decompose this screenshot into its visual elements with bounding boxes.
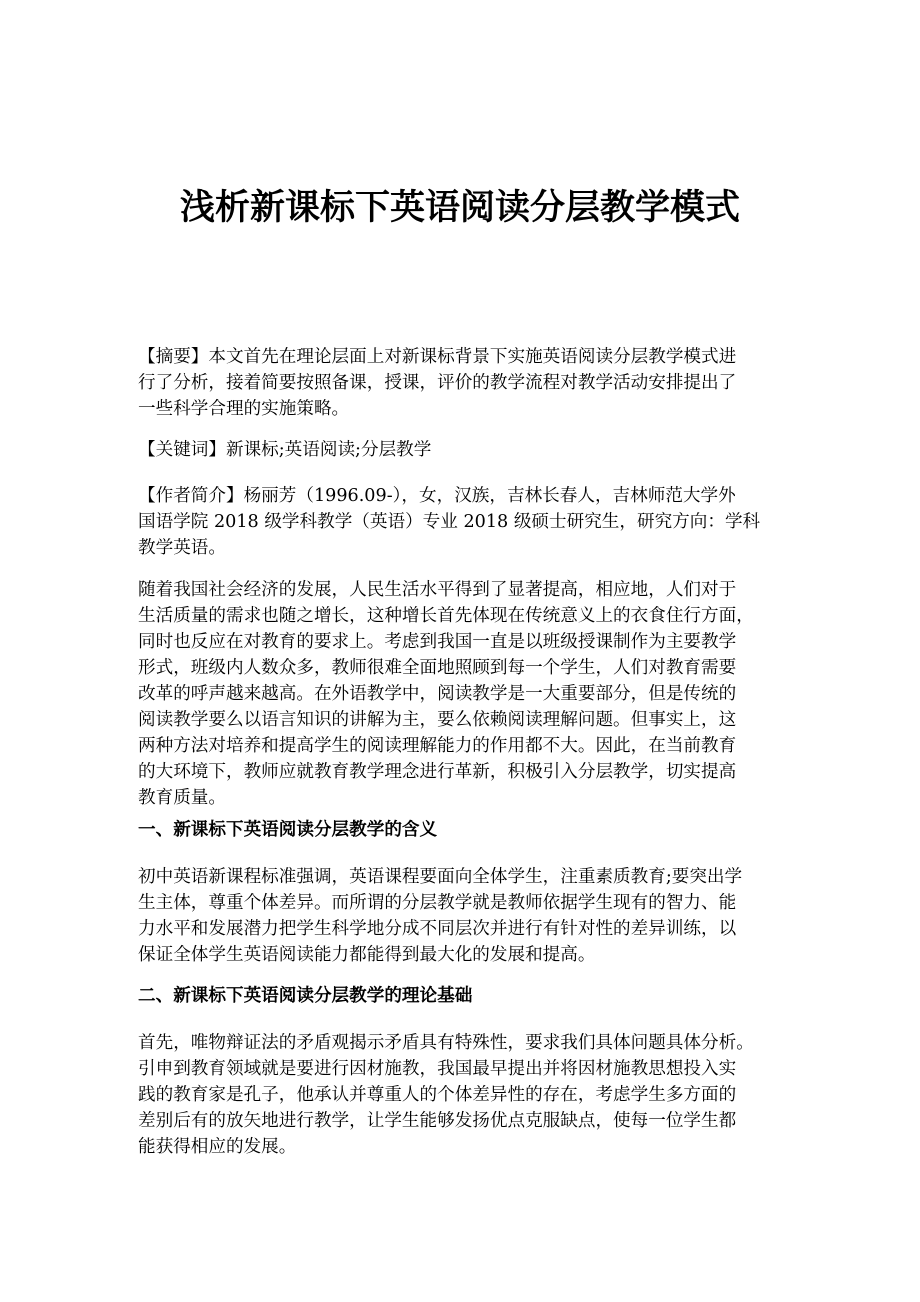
- text-line: 教学英语。: [138, 538, 226, 558]
- text-line: 生主体，尊重个体差异。而所谓的分层教学就是教师依据学生现有的智力、能: [138, 893, 737, 913]
- text-line: 生活质量的需求也随之增长，这种增长首先体现在传统意义上的衣食住行方面，: [138, 606, 754, 626]
- section-heading: 一、新课标下英语阅读分层教学的含义: [138, 819, 438, 840]
- text-line: 初中英语新课程标准强调，英语课程要面向全体学生，注重素质教育;要突出学: [138, 867, 743, 887]
- text-line: 践的教育家是孔子，他承认并尊重人的个体差异性的存在，考虑学生多方面的: [138, 1085, 737, 1105]
- text-line: 形式，班级内人数众多，教师很难全面地照顾到每一个学生，人们对教育需要: [138, 658, 737, 678]
- section2-paragraph: [138, 1030, 798, 1160]
- text-line: 差别后有的放矢地进行教学，让学生能够发扬优点克服缺点，使每一位学生都: [138, 1111, 737, 1131]
- text-line: 教育质量。: [138, 788, 226, 808]
- section-heading: 二、新课标下英语阅读分层教学的理论基础: [138, 985, 473, 1006]
- document-title: 浅析新课标下英语阅读分层教学模式: [179, 187, 740, 228]
- text-line: 一些科学合理的实施策略。: [138, 399, 350, 419]
- text-line: 两种方法对培养和提高学生的阅读理解能力的作用都不大。因此，在当前教育: [138, 736, 737, 756]
- text-line: 引申到教育领域就是要进行因材施教，我国最早提出并将因材施教思想投入实: [138, 1059, 737, 1079]
- text-line: 能获得相应的发展。: [138, 1137, 297, 1157]
- text-line: 【关键词】新课标;英语阅读;分层教学: [138, 440, 432, 460]
- abstract: [138, 344, 798, 422]
- author-bio: [138, 483, 798, 561]
- text-line: 随着我国社会经济的发展，人民生活水平得到了显著提高，相应地，人们对于: [138, 580, 737, 600]
- text-line: 国语学院 2018 级学科教学（英语）专业 2018 级硕士研究生，研究方向：学科: [138, 512, 761, 532]
- keywords: [138, 437, 798, 463]
- text-line: 的大环境下，教师应就教育教学理念进行革新，积极引入分层教学，切实提高: [138, 762, 737, 782]
- text-line: 首先，唯物辩证法的矛盾观揭示矛盾具有特殊性，要求我们具体问题具体分析。: [138, 1033, 754, 1053]
- text-line: 【摘要】本文首先在理论层面上对新课标背景下实施英语阅读分层教学模式进: [138, 347, 737, 367]
- text-line: 改革的呼声越来越高。在外语教学中，阅读教学是一大重要部分，但是传统的: [138, 684, 737, 704]
- text-line: 同时也反应在对教育的要求上。考虑到我国一直是以班级授课制作为主要教学: [138, 632, 737, 652]
- intro-paragraph: [138, 577, 798, 811]
- text-line: 阅读教学要么以语言知识的讲解为主，要么依赖阅读理解问题。但事实上，这: [138, 710, 737, 730]
- text-line: 【作者简介】杨丽芳（1996.09-），女，汉族，吉林长春人，吉林师范大学外: [138, 486, 736, 506]
- text-line: 保证全体学生英语阅读能力都能得到最大化的发展和提高。: [138, 945, 596, 965]
- text-line: 力水平和发展潜力把学生科学地分成不同层次并进行有针对性的差异训练，以: [138, 919, 737, 939]
- section1-paragraph: [138, 864, 798, 968]
- text-line: 行了分析，接着简要按照备课，授课，评价的教学流程对教学活动安排提出了: [138, 373, 737, 393]
